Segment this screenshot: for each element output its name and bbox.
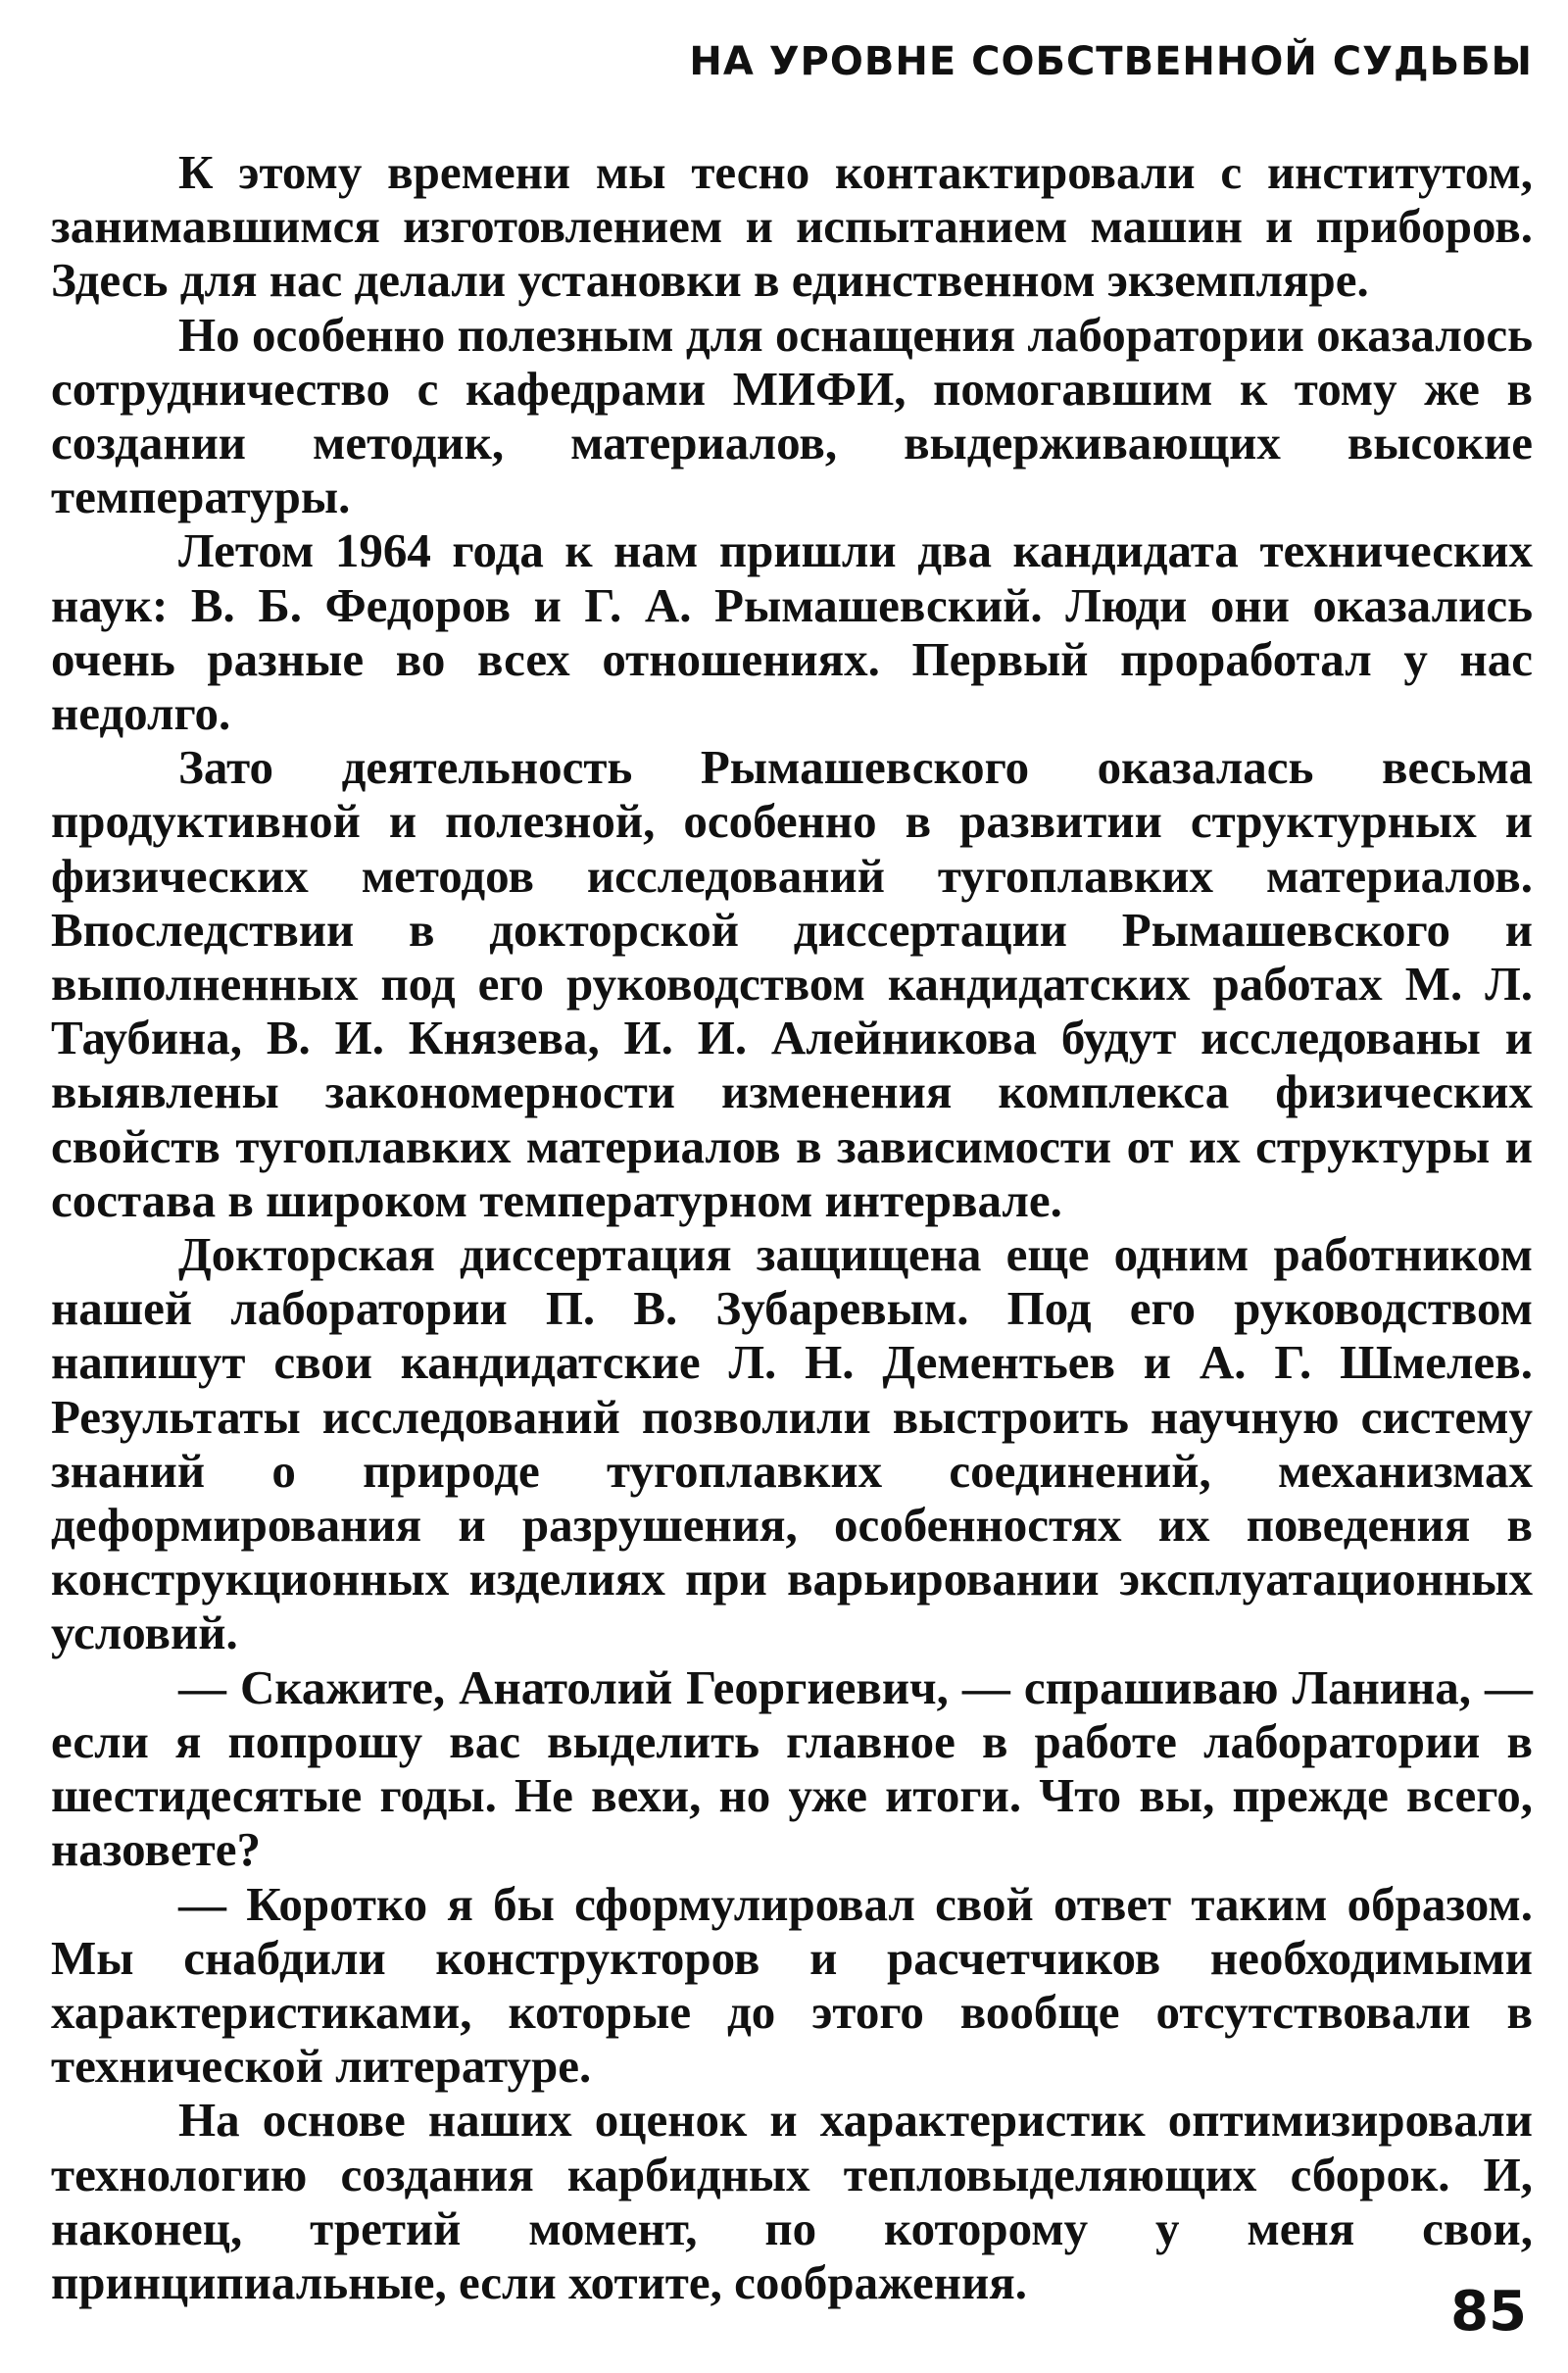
- paragraph: Но особенно полезным для оснащения лаборатории оказалось сотрудничество с кафедрами МИФИ, помогавшим к тому же в создании методик, материалов, выдерживающих высокие температуры.: [51, 307, 1533, 524]
- paragraph: Докторская диссертация защищена еще одним работником нашей лаборатории П. В. Зубаревым. Под его руководством напишут свои кандидатские Л. Н. Дементьев и А. Г. Шмелев. Результаты исследований позволили выстроить научную систему знаний о природе тугоплавких соединений, механизмах деформирования и разрушения, особенностях их поведения в конструкционных изделиях при варьировании эксплуатационных условий.: [51, 1227, 1533, 1660]
- running-head: НА УРОВНЕ СОБСТВЕННОЙ СУДЬБЫ: [689, 39, 1533, 84]
- paragraph: К этому времени мы тесно контактировали с институтом, занимавшимся изготовлением и испытанием машин и приборов. Здесь для нас делали установки в единственном экземпляре.: [51, 145, 1533, 308]
- paragraph: — Коротко я бы сформулировал свой ответ таким образом. Мы снабдили конструкторов и расчетчиков необходимыми характеристиками, которые до этого вообще отсутствовали в технической литературе.: [51, 1876, 1533, 2094]
- page-number: 85: [1450, 2280, 1527, 2344]
- paragraph: — Скажите, Анатолий Георгиевич, — спрашиваю Ланина, — если я попрошу вас выделить главное в работе лаборатории в шестидесятые годы. Не вехи, но уже итоги. Что вы, прежде всего, назовете?: [51, 1659, 1533, 1877]
- paragraph: На основе наших оценок и характеристик оптимизировали технологию создания карбидных тепловыделяющих сборок. И, наконец, третий момент, по которому у меня свои, принципиальные, если хотите, соображения.: [51, 2093, 1533, 2309]
- paragraph: Зато деятельность Рымашевского оказалась весьма продуктивной и полезной, особенно в развитии структурных и физических методов исследований тугоплавких материалов. Впоследствии в докторской диссертации Рымашевского и выполненных под его руководством кандидатских работах М. Л. Таубина, В. И. Князева, И. И. Алейникова будут исследованы и выявлены закономерности изменения комплекса физических свойств тугоплавких материалов в зависимости от их структуры и состава в широком температурном интервале.: [51, 740, 1533, 1227]
- paragraph: Летом 1964 года к нам пришли два кандидата технических наук: В. Б. Федоров и Г. А. Рымашевский. Люди они оказались очень разные во всех отношениях. Первый проработал у нас недолго.: [51, 523, 1533, 741]
- body-text: [51, 145, 1533, 2309]
